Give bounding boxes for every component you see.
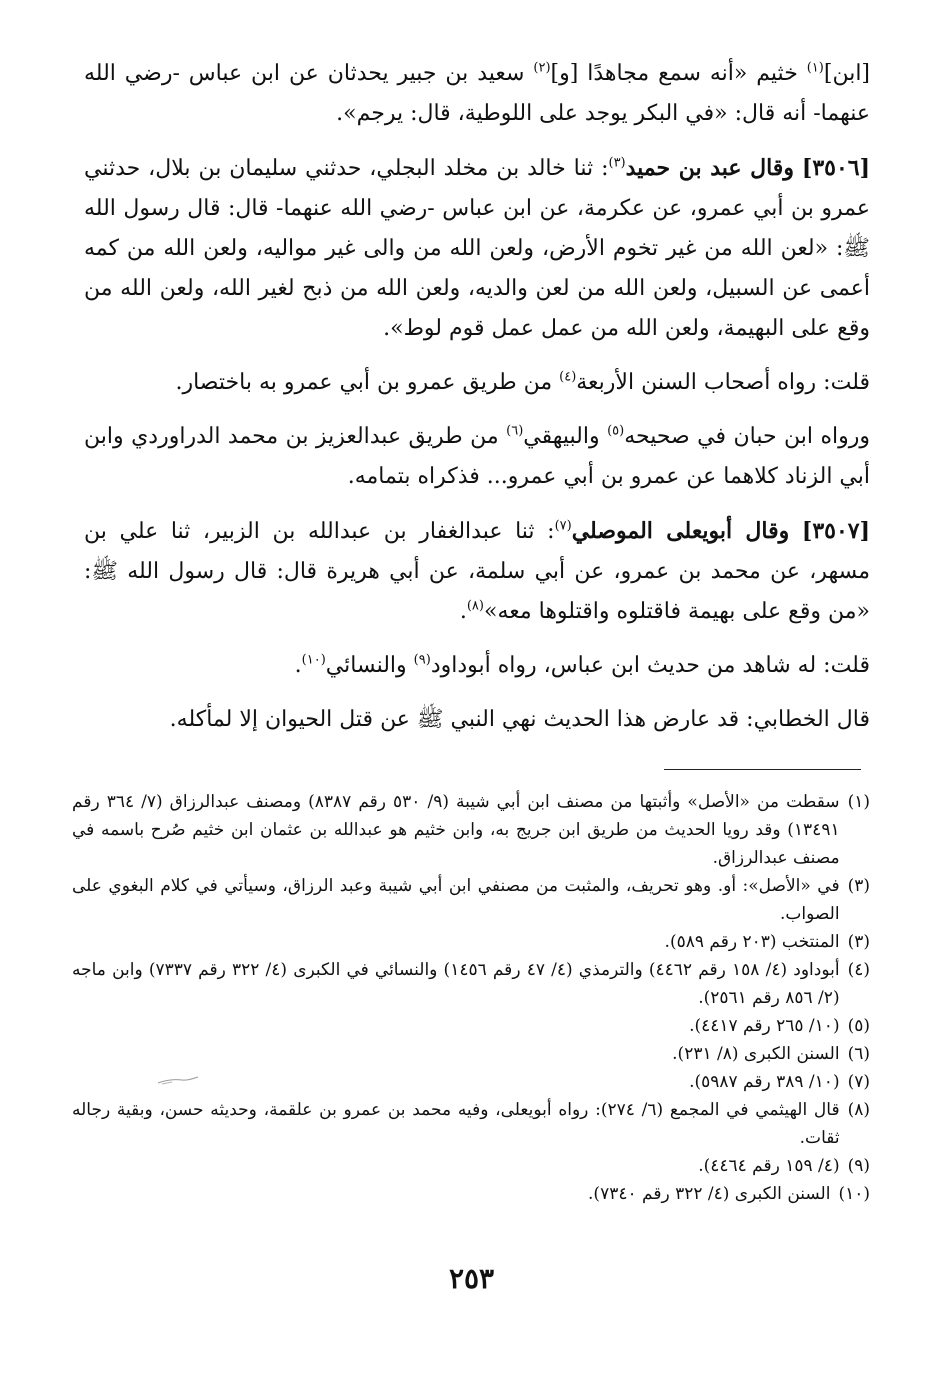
footnotes [72, 788, 870, 1208]
footnote-marker: (٣) [847, 876, 870, 896]
page-number: ٢٥٣ [448, 1262, 495, 1295]
hadith-narrator: وقال عبد بن حميد [625, 155, 794, 181]
footnote-item [72, 956, 870, 1012]
text-segment: خثيم «أنه سمع مجاهدًا [و] [550, 61, 807, 86]
hadith-narrator: وقال أبويعلى الموصلي [571, 518, 790, 544]
footnote-text: (١٠/ ٣٨٩ رقم ٥٩٨٧). [689, 1072, 840, 1092]
footnote-marker: (١) [847, 792, 870, 812]
footnote-item [72, 1012, 870, 1040]
footnote-marker: (٦) [847, 1044, 870, 1064]
footnote-ref: (٢) [533, 60, 551, 76]
footnote-text: السنن الكبرى (٤/ ٣٢٢ رقم ٧٣٤٠). [588, 1184, 831, 1204]
text-segment: . [459, 599, 467, 624]
text-segment: من طريق عمرو بن أبي عمرو به باختصار. [175, 370, 560, 395]
text-segment: والبيهقي [523, 424, 608, 449]
text-segment: ورواه ابن حبان في صحيحه [624, 424, 871, 449]
text-segment: قال الخطابي: قد عارض هذا الحديث نهي النبي ﷺ عن قتل الحيوان إلا لمأكله. [169, 707, 870, 732]
paragraph-ibn-hibban [84, 417, 870, 497]
footnote-item [72, 872, 870, 928]
footnote-ref: (٥) [607, 423, 625, 439]
footnote-marker: (٩) [847, 1156, 870, 1176]
footnote-text: المنتخب (٢٠٣ رقم ٥٨٩). [664, 932, 840, 952]
hadith-number: [٣٥٠٧] [801, 518, 870, 544]
footnote-ref: (٧) [554, 518, 572, 534]
main-text [84, 54, 870, 740]
footnote-text: السنن الكبرى (٨/ ٢٣١). [672, 1044, 840, 1064]
footnote-ref: (٦) [506, 423, 524, 439]
footnote-divider [664, 769, 861, 770]
footnote-text: (١٠/ ٢٦٥ رقم ٤٤١٧). [689, 1016, 840, 1036]
footnote-item [72, 1152, 870, 1180]
footnote-item [72, 1040, 870, 1068]
hadith-text: : ثنا عبدالغفار بن عبدالله بن الزبير، ثنا علي بن مسهر، عن محمد بن عمرو، عن أبي سلمة، عن أبي هريرة قال: قال رسول الله ﷺ: «من وقع على بهيمة فاقتلوه واقتلوها معه» [84, 519, 870, 624]
hadith-text: : ثنا خالد بن مخلد البجلي، حدثني سليمان بن بلال، حدثني عمرو بن أبي عمرو، عن عكرمة، عن ابن عباس -رضي الله عنهما- قال: قال رسول الله ﷺ: «لعن الله من غير تخوم الأرض، ولعن الله من والى غير مواليه، ولعن الله من كمه أعمى عن السبيل، ولعن الله من لعن والديه، ولعن الله من ذبح لغير الله، ولعن الله من وقع على البهيمة، ولعن الله من عمل عمل قوم لوط». [84, 156, 870, 341]
footnote-text: في «الأصل»: أو. وهو تحريف، والمثبت من مصنفي ابن أبي شيبة وعبد الرزاق، وسيأتي في كلام البغوي على الصواب. [72, 876, 840, 924]
footnote-text: أبوداود (٤/ ١٥٨ رقم ٤٤٦٢) والترمذي (٤/ ٤٧ رقم ١٤٥٦) والنسائي في الكبرى (٤/ ٣٢٢ رقم ٧٣٣٧) وابن ماجه (٢/ ٨٥٦ رقم ٢٥٦١). [72, 960, 840, 1008]
text-segment: [ابن] [823, 61, 871, 86]
scan-artifact [156, 1074, 200, 1086]
footnote-item [72, 1180, 870, 1208]
text-segment: قلت: له شاهد من حديث ابن عباس، رواه أبوداود [430, 653, 870, 678]
footnote-text: قال الهيثمي في المجمع (٦/ ٢٧٤): رواه أبويعلى، وفيه محمد بن عمرو بن علقمة، وحديثه حسن، وبقية رجاله ثقات. [72, 1100, 840, 1148]
footnote-marker: (٧) [847, 1072, 870, 1092]
hadith-3507 [84, 511, 870, 632]
footnote-item [72, 1096, 870, 1152]
footnote-text: سقطت من «الأصل» وأثبتها من مصنف ابن أبي شيبة (٩/ ٥٣٠ رقم ٨٣٨٧) ومصنف عبدالرزاق (٧/ ٣٦٤ رقم ١٣٤٩١) وقد رويا الحديث من طريق ابن جريج به، وابن خثيم هو عبدالله بن عثمان ابن خثيم صُرح باسمه في مصنف عبدالرزاق. [72, 792, 840, 868]
hadith-number: [٣٥٠٦] [801, 155, 870, 181]
footnote-marker: (٣) [847, 932, 870, 952]
footnote-ref: (٨) [466, 598, 484, 614]
footnote-marker: (١٠) [838, 1184, 870, 1204]
paragraph-qultu-shahid [84, 646, 870, 686]
footnote-marker: (٥) [847, 1016, 870, 1036]
text-segment: من طريق عبدالعزيز بن محمد الدراوردي وابن أبي الزناد كلاهما عن عمرو بن أبي عمرو... فذكراه بتمامه. [84, 424, 870, 489]
text-segment: سعيد بن جبير يحدثان عن ابن عباس -رضي الله عنهما- أنه قال: «في البكر يوجد على اللوطية، قال: يرجم». [84, 61, 870, 126]
paragraph-khattabi [84, 700, 870, 740]
footnote-marker: (٤) [847, 960, 870, 980]
footnote-ref: (١) [806, 60, 824, 76]
text-segment: . [294, 653, 302, 678]
footnote-text: (٤/ ١٥٩ رقم ٤٤٦٤). [698, 1156, 840, 1176]
footnote-ref: (٩) [413, 652, 431, 668]
footnote-item [72, 928, 870, 956]
footnote-ref: (١٠) [301, 652, 326, 668]
text-segment: والنسائي [325, 653, 414, 678]
page-body [84, 54, 870, 754]
paragraph-qultu-sunan [84, 363, 870, 403]
footnote-ref: (٣) [608, 155, 626, 171]
footnote-ref: (٤) [559, 369, 577, 385]
hadith-3506 [84, 148, 870, 349]
paragraph-ibn-khuthaym [84, 54, 870, 134]
footnote-marker: (٨) [847, 1100, 870, 1120]
text-segment: قلت: رواه أصحاب السنن الأربعة [576, 370, 870, 395]
footnote-item [72, 788, 870, 872]
